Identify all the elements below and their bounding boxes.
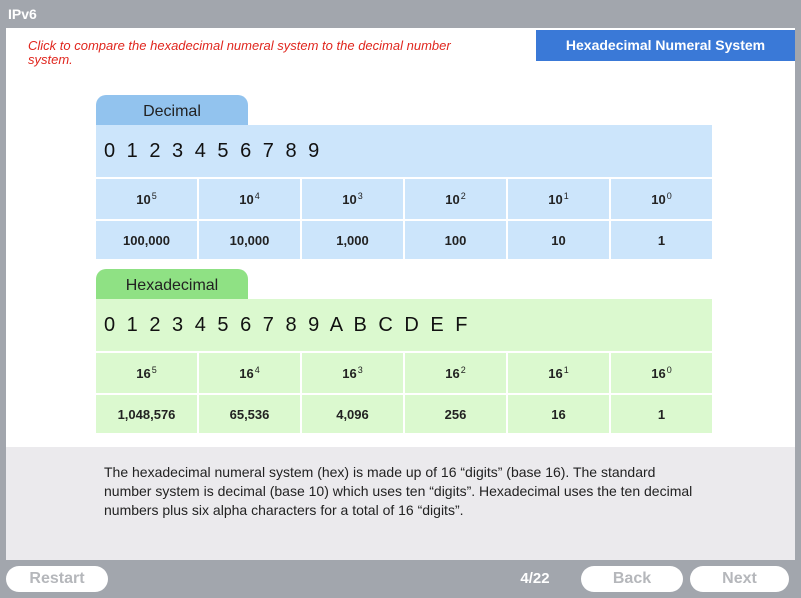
description-text: The hexadecimal numeral system (hex) is made up of 16 “digits” (base 16). The standard number system is decimal (base 10) which uses ten “digits”. Hexadecimal uses the ten decimal numbers plus six alpha characters for a total of 16 “digits”. <box>104 464 693 518</box>
tab-hexadecimal[interactable]: Hexadecimal <box>96 269 248 299</box>
decimal-value-cell: 10,000 <box>197 221 300 259</box>
hexadecimal-power-cell: 16 $^2$ <box>403 353 506 393</box>
hexadecimal-powers-row <box>96 351 712 393</box>
hexadecimal-value-cell: 4,096 <box>300 395 403 433</box>
hexadecimal-power-cell: 16 $^4$ <box>197 353 300 393</box>
decimal-power-cell: 10 $^1$ <box>506 179 609 219</box>
decimal-power-cell: 10 $^4$ <box>197 179 300 219</box>
slide-content <box>6 28 795 560</box>
decimal-value-cell: 10 <box>506 221 609 259</box>
decimal-power-cell: 10 $^3$ <box>300 179 403 219</box>
instruction-text: Click to compare the hexadecimal numeral system to the decimal number system. <box>28 38 451 67</box>
decimal-power-cell: 10 $^2$ <box>403 179 506 219</box>
topic-banner: Hexadecimal Numeral System <box>536 30 795 61</box>
decimal-panel <box>96 125 712 259</box>
hexadecimal-power-cell: 16 $^1$ <box>506 353 609 393</box>
progress-indicator: 4/22 <box>520 570 550 587</box>
description-area <box>6 447 795 560</box>
decimal-values-row <box>96 219 712 259</box>
decimal-power-cell: 10 $^0$ <box>609 179 712 219</box>
hexadecimal-power-cell: 16 $^5$ <box>136 365 157 381</box>
decimal-value-cell: 100,000 <box>123 232 170 248</box>
navigation-bar <box>0 560 801 598</box>
decimal-value-cell: 1,000 <box>300 221 403 259</box>
hexadecimal-digits: 0 1 2 3 4 5 6 7 8 9 A B C D E F <box>104 314 471 336</box>
hexadecimal-value-cell: 256 <box>403 395 506 433</box>
decimal-powers-row <box>96 177 712 219</box>
hexadecimal-power-cell: 16 $^3$ <box>300 353 403 393</box>
hexadecimal-value-cell: 65,536 <box>197 395 300 433</box>
tab-decimal[interactable]: Decimal <box>96 95 248 125</box>
decimal-value-cell: 100 <box>403 221 506 259</box>
hexadecimal-panel <box>96 299 712 433</box>
decimal-power-cell: 10 $^5$ <box>136 191 157 207</box>
back-button[interactable]: Back <box>581 566 683 592</box>
hexadecimal-value-cell: 16 <box>506 395 609 433</box>
hexadecimal-power-cell: 16 $^0$ <box>609 353 712 393</box>
hexadecimal-values-row <box>96 393 712 433</box>
decimal-value-cell: 1 <box>609 221 712 259</box>
window-title: IPv6 <box>8 6 37 22</box>
hexadecimal-value-cell: 1,048,576 <box>117 406 176 422</box>
restart-button[interactable]: Restart <box>6 566 108 592</box>
hexadecimal-value-cell: 1 <box>609 395 712 433</box>
decimal-digits: 0 1 2 3 4 5 6 7 8 9 <box>104 140 323 162</box>
next-button[interactable]: Next <box>690 566 789 592</box>
